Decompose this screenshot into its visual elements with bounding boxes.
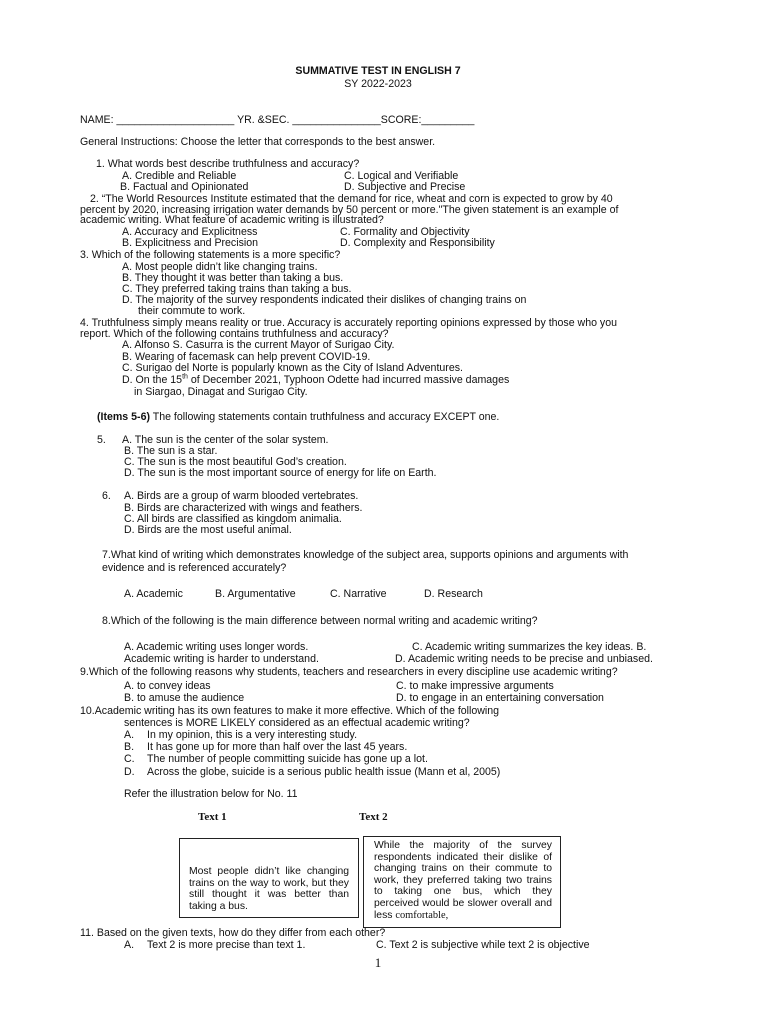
option-a: Text 2 is more precise than text 1. — [147, 939, 306, 951]
option-a: A. Academic — [124, 588, 183, 600]
question-stem: 2. “The World Resources Institute estimated that the demand for rice, wheat and corn is expected to grow by 40 — [90, 193, 613, 205]
option-a: A. Accuracy and Explicitness — [122, 226, 258, 238]
option-d: D. Academic writing needs to be precise and unbiased. — [395, 653, 653, 665]
option-d: D. Subjective and Precise — [344, 181, 466, 193]
option-a: A. Birds are a group of warm blooded vertebrates. — [124, 490, 359, 502]
text-1-body: Most people didn’t like changing trains on the way to work, but they still thought it was better than taking a bus. — [189, 866, 349, 912]
option-c: C. to make impressive arguments — [396, 680, 554, 692]
student-info-line: NAME: ____________________ YR. &SEC. _______________SCORE:_________ — [80, 114, 475, 126]
question-stem-cont: evidence and is referenced accurately? — [102, 562, 287, 574]
text-2-heading: Text 2 — [359, 811, 388, 823]
refer-illustration: Refer the illustration below for No. 11 — [124, 788, 298, 800]
question-number: 6. — [102, 490, 111, 502]
option-a: A. Alfonso S. Casurra is the current Mayor of Surigao City. — [122, 339, 395, 351]
test-title: SUMMATIVE TEST IN ENGLISH 7 — [295, 65, 461, 77]
option-b: B. Explicitness and Precision — [122, 237, 259, 249]
question-stem-cont: report. Which of the following contains truthfulness and accuracy? — [80, 328, 389, 340]
question-stem-cont: sentences is MORE LIKELY considered as an effectual academic writing? — [124, 717, 470, 729]
option-c: The number of people committing suicide has gone up a lot. — [147, 753, 428, 765]
question-stem: 4. Truthfulness simply means reality or true. Accuracy is accurately reporting opinions expressed by those who you — [80, 317, 618, 329]
option-a: A. Academic writing uses longer words. — [124, 641, 309, 653]
option-a: A. The sun is the center of the solar system. — [122, 434, 329, 446]
option-b: B. Birds are characterized with wings and feathers. — [124, 502, 363, 514]
question-stem: 9.Which of the following reasons why students, teachers and researchers in every discipline use academic writing? — [80, 666, 618, 678]
text-1-heading: Text 1 — [198, 811, 227, 823]
option-a-letter: A. — [124, 729, 135, 741]
question-stem-cont: academic writing. What feature of academic writing is illustrated? — [80, 214, 384, 226]
option-b: B. Wearing of facemask can help prevent COVID-19. — [122, 351, 371, 363]
question-stem: 11. Based on the given texts, how do they differ from each other? — [80, 927, 386, 939]
option-a: A. Credible and Reliable — [122, 170, 237, 182]
option-d: D. On the 15th of December 2021, Typhoon Odette had incurred massive damages — [122, 373, 510, 386]
question-stem: 10.Academic writing has its own features to make it more effective. Which of the following — [80, 705, 500, 717]
text-1-box — [179, 838, 359, 918]
general-instructions: General Instructions: Choose the letter that corresponds to the best answer. — [80, 136, 436, 148]
option-d: D. The sun is the most important source of energy for life on Earth. — [124, 467, 437, 479]
question-stem-cont: percent by 2020, increasing irrigation water demands by 50 percent or more."The given statement is an example of — [80, 204, 619, 216]
option-b: It has gone up for more than half over the last 45 years. — [147, 741, 408, 753]
question-stem: 7.What kind of writing which demonstrates knowledge of the subject area, supports opinions and arguments with — [102, 549, 629, 561]
option-d: Across the globe, suicide is a serious public health issue (Mann et al, 2005) — [147, 766, 501, 778]
question-stem: 8.Which of the following is the main difference between normal writing and academic writing? — [102, 615, 538, 627]
option-d: D. Complexity and Responsibility — [340, 237, 495, 249]
option-c: C. Text 2 is subjective while text 2 is objective — [376, 939, 590, 951]
option-c: C. Surigao del Norte is popularly known as the City of Island Adventures. — [122, 362, 463, 374]
option-c: C. Formality and Objectivity — [340, 226, 470, 238]
option-d: D. Birds are the most useful animal. — [124, 524, 292, 536]
option-c: C. Narrative — [330, 588, 387, 600]
text-2-body: While the majority of the survey respondents indicated their dislike of changing trains on their commute to work, they preferred taking two trains to taking one bus, which they perceived would be slower overall and less comfortable, — [374, 840, 552, 921]
option-b: B. Factual and Opinionated — [120, 181, 249, 193]
option-b: B. Argumentative — [215, 588, 296, 600]
option-b: B. The sun is a star. — [124, 445, 218, 457]
option-b: B. to amuse the audience — [124, 692, 245, 704]
option-c: C. They preferred taking trains than taking a bus. — [122, 283, 352, 295]
option-d-cont: their commute to work. — [138, 305, 246, 317]
option-b: Academic writing is harder to understand. — [124, 653, 319, 665]
option-a: A. to convey ideas — [124, 680, 211, 692]
option-a-letter: A. — [124, 939, 135, 951]
option-d-letter: D. — [124, 766, 135, 778]
question-stem: 3. Which of the following statements is a more specific? — [80, 249, 341, 261]
option-c: C. Logical and Verifiable — [344, 170, 459, 182]
option-b: B. They thought it was better than taking a bus. — [122, 272, 344, 284]
option-a: In my opinion, this is a very interesting study. — [147, 729, 358, 741]
option-c: C. All birds are classified as kingdom animalia. — [124, 513, 342, 525]
option-c: C. The sun is the most beautiful God’s creation. — [124, 456, 347, 468]
option-c: C. Academic writing summarizes the key ideas. B. — [412, 641, 647, 653]
items-5-6-instruction: (Items 5-6) The following statements contain truthfulness and accuracy EXCEPT one. — [97, 411, 500, 423]
option-d: D. to engage in an entertaining conversation — [396, 692, 604, 704]
question-stem: 1. What words best describe truthfulness and accuracy? — [96, 158, 360, 170]
question-number: 5. — [97, 434, 106, 446]
option-d: D. Research — [424, 588, 483, 600]
option-a: A. Most people didn’t like changing trains. — [122, 261, 318, 273]
option-d-cont: in Siargao, Dinagat and Surigao City. — [134, 386, 308, 398]
option-b-letter: B. — [124, 741, 135, 753]
page-number: 1 — [374, 955, 382, 970]
option-c-letter: C. — [124, 753, 135, 765]
option-d: D. The majority of the survey respondents indicated their dislikes of changing trains on — [122, 294, 527, 306]
text-2-box — [363, 836, 561, 928]
school-year: SY 2022-2023 — [344, 78, 412, 90]
